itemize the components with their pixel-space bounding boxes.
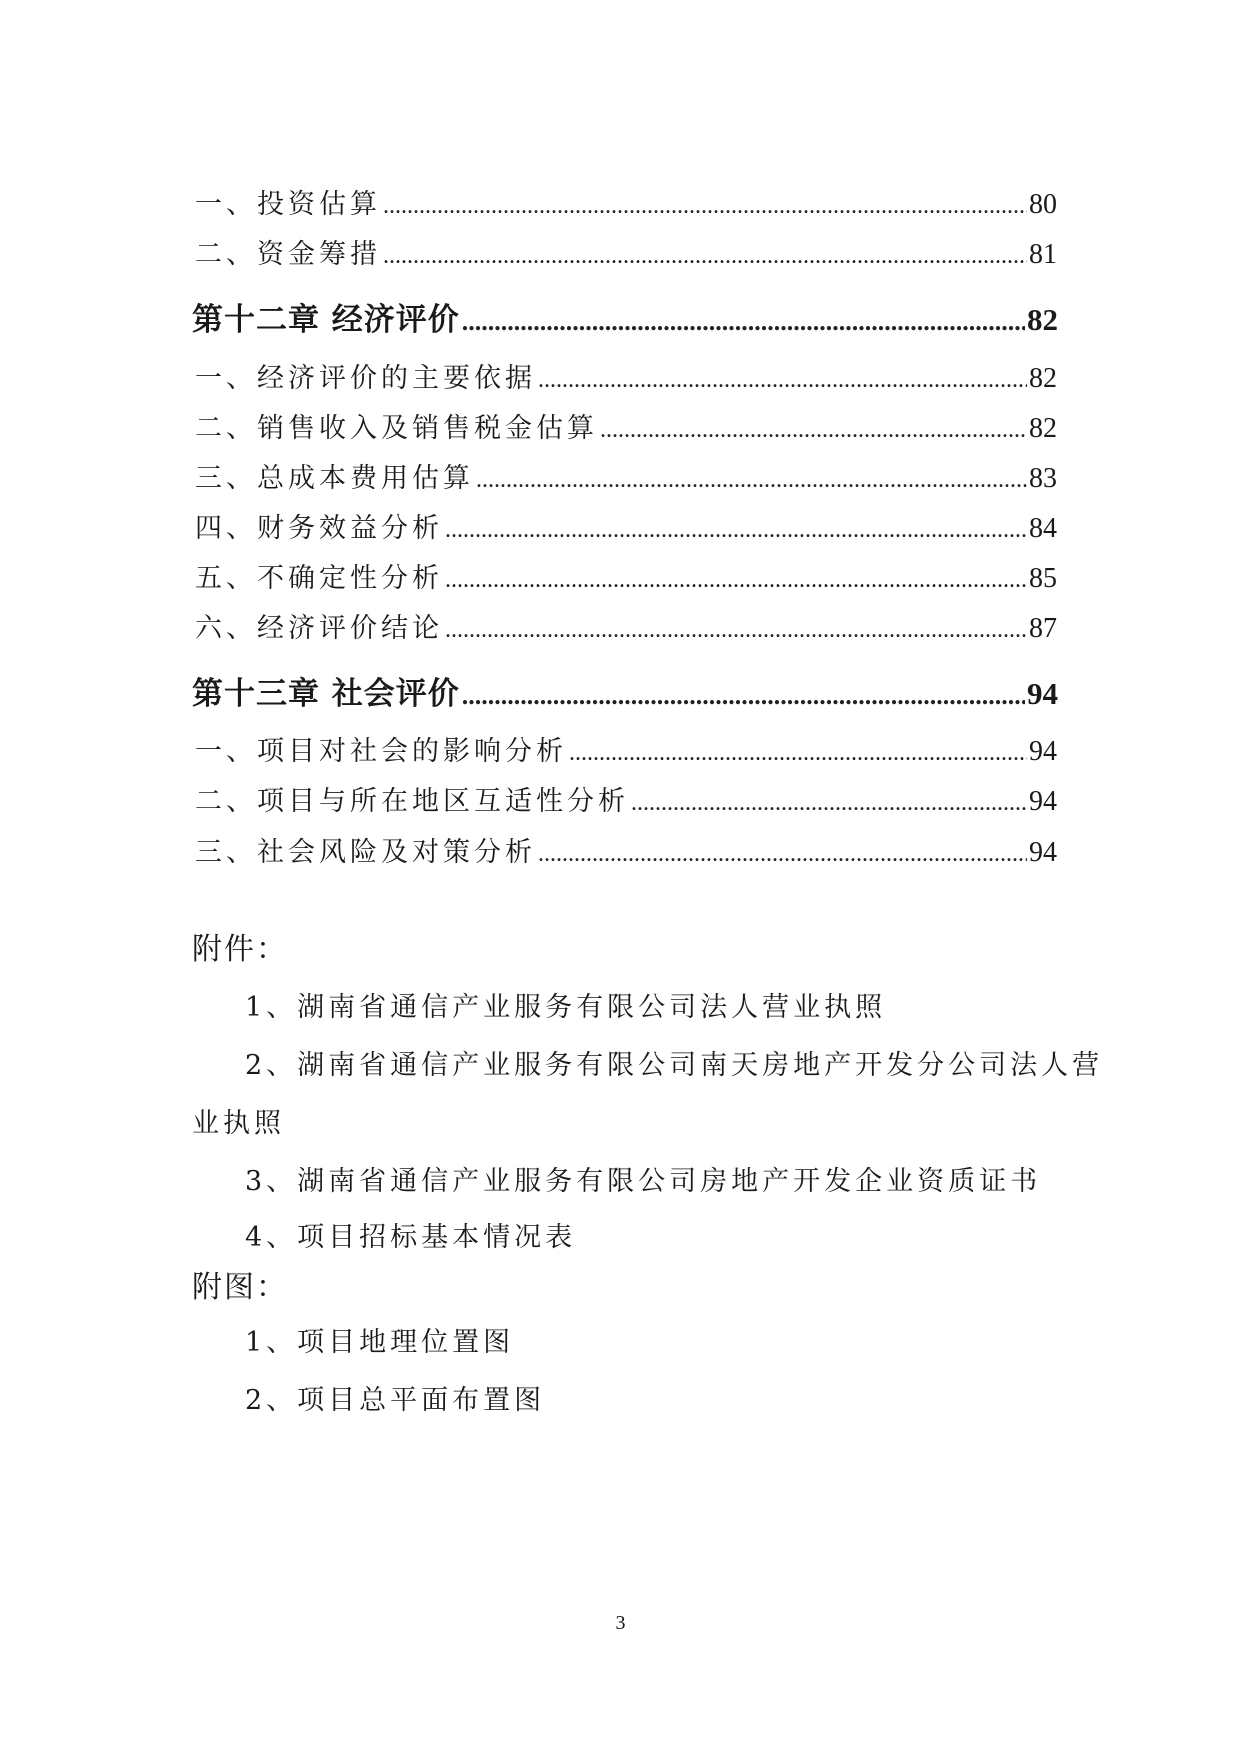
toc-chapter-page: 94 (1027, 676, 1058, 711)
toc-entry-title: 一、经济评价的主要依据 (195, 363, 536, 394)
toc-entry-page: 84 (1029, 513, 1057, 544)
toc-leader-dots (538, 841, 1027, 868)
toc-entry[interactable] (195, 356, 1057, 395)
attachment-item: 1、湖南省通信产业服务有限公司法人营业执照 (245, 992, 887, 1023)
toc-entry-title: 二、资金筹措 (195, 239, 381, 270)
toc-entry-page: 80 (1029, 189, 1057, 220)
toc-entry[interactable] (195, 232, 1057, 271)
toc-entry[interactable] (195, 182, 1057, 221)
attachments-heading: 附件： (192, 932, 288, 967)
toc-leader-dots (538, 367, 1027, 394)
toc-entry-page: 82 (1029, 363, 1057, 394)
toc-entry[interactable] (195, 556, 1057, 595)
toc-entry[interactable] (195, 606, 1057, 645)
toc-entry-page: 85 (1029, 563, 1057, 594)
attachment-item: 4、项目招标基本情况表 (245, 1222, 577, 1253)
toc-entry[interactable] (195, 779, 1057, 818)
toc-entry[interactable] (195, 406, 1057, 445)
toc-entry[interactable] (195, 506, 1057, 545)
toc-entry-page: 83 (1029, 463, 1057, 494)
toc-chapter-entry[interactable] (192, 668, 1058, 713)
toc-leader-dots (476, 467, 1027, 494)
figure-item: 1、项目地理位置图 (245, 1327, 515, 1358)
toc-entry-title: 二、销售收入及销售税金估算 (195, 413, 598, 444)
attachment-item-continuation: 业执照 (192, 1108, 285, 1139)
toc-entry-page: 94 (1029, 786, 1057, 817)
attachment-item: 2、湖南省通信产业服务有限公司南天房地产开发分公司法人营 (245, 1050, 1104, 1081)
toc-chapter-page: 82 (1027, 302, 1058, 337)
toc-chapter-title: 第十二章 经济评价 (192, 302, 460, 338)
toc-leader-dots (383, 193, 1027, 220)
toc-leader-dots (445, 517, 1027, 544)
toc-leader-dots (445, 567, 1027, 594)
toc-entry[interactable] (195, 830, 1057, 869)
toc-entry[interactable] (195, 456, 1057, 495)
toc-leader-dots (462, 681, 1025, 711)
toc-entry-title: 一、投资估算 (195, 189, 381, 220)
toc-leader-dots (631, 790, 1027, 817)
toc-leader-dots (569, 740, 1027, 767)
page-number: 3 (615, 1612, 626, 1634)
toc-entry-title: 六、经济评价结论 (195, 613, 443, 644)
toc-entry-title: 三、总成本费用估算 (195, 463, 474, 494)
toc-chapter-entry[interactable] (192, 294, 1058, 339)
toc-entry[interactable] (195, 729, 1057, 768)
toc-entry-title: 二、项目与所在地区互适性分析 (195, 786, 629, 817)
toc-entry-title: 四、财务效益分析 (195, 513, 443, 544)
toc-entry-page: 82 (1029, 413, 1057, 444)
toc-leader-dots (600, 417, 1027, 444)
figure-item: 2、项目总平面布置图 (245, 1385, 546, 1416)
toc-entry-title: 一、项目对社会的影响分析 (195, 736, 567, 767)
toc-chapter-title: 第十三章 社会评价 (192, 676, 460, 712)
toc-leader-dots (462, 307, 1025, 337)
toc-entry-page: 94 (1029, 736, 1057, 767)
attachment-item: 3、湖南省通信产业服务有限公司房地产开发企业资质证书 (245, 1166, 1042, 1197)
toc-leader-dots (383, 243, 1027, 270)
toc-entry-page: 87 (1029, 613, 1057, 644)
toc-leader-dots (445, 617, 1027, 644)
toc-entry-page: 94 (1029, 837, 1057, 868)
toc-entry-page: 81 (1029, 239, 1057, 270)
figures-heading: 附图： (192, 1270, 288, 1305)
toc-entry-title: 三、社会风险及对策分析 (195, 837, 536, 868)
toc-entry-title: 五、不确定性分析 (195, 563, 443, 594)
